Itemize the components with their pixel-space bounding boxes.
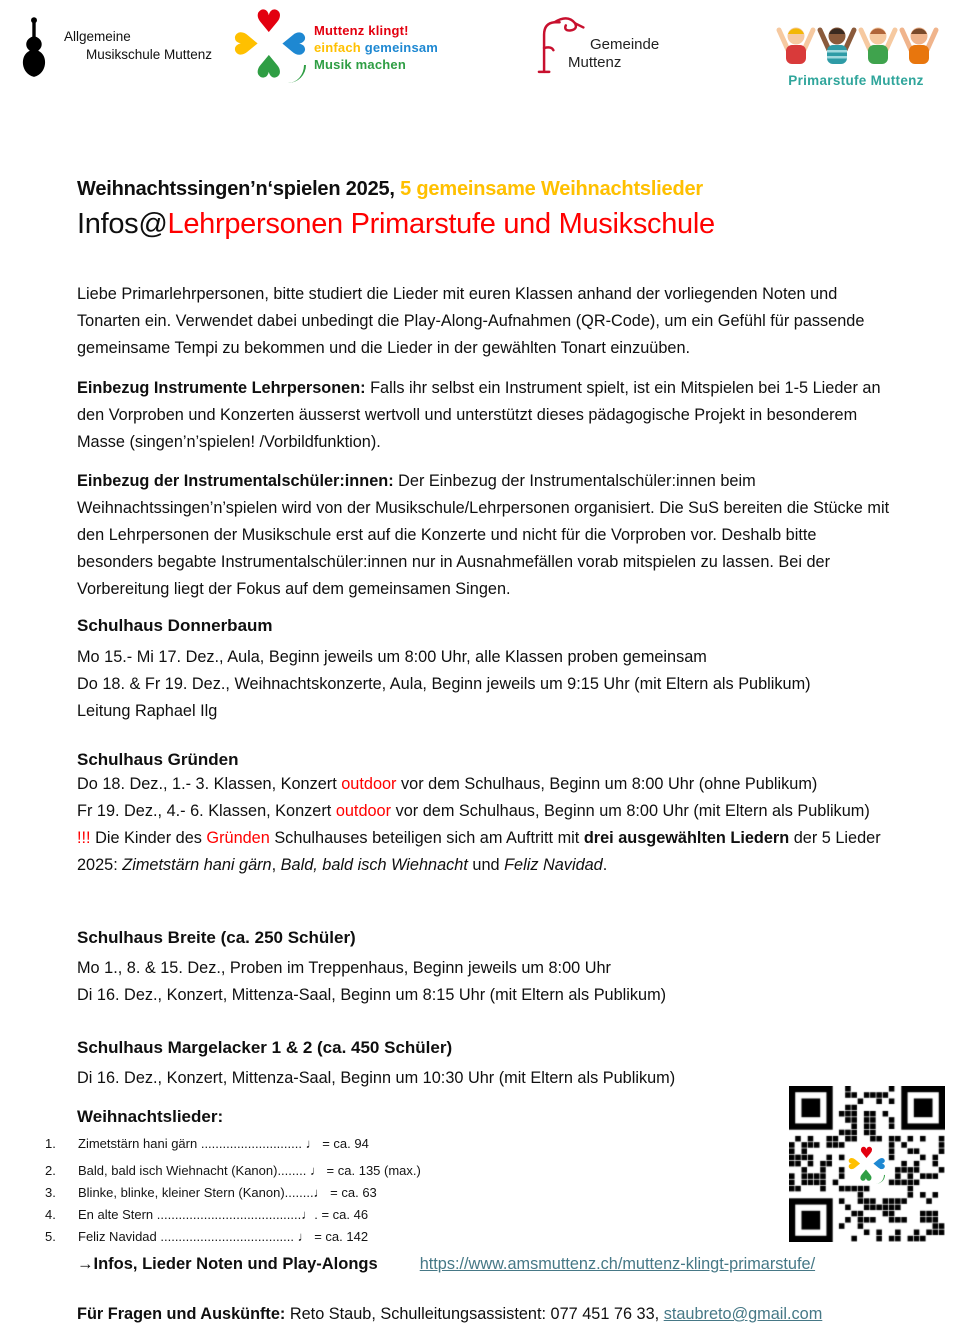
muttenz-klingt-line2: einfach gemeinsam: [314, 40, 439, 55]
infos-url-link[interactable]: https://www.amsmuttenz.ch/muttenz-klingt-primarstufe/: [419, 1255, 816, 1273]
heart-leaf-red-icon: ♥: [859, 1143, 874, 1162]
infos-label: →Infos, Lieder Noten und Play-Alongs: [77, 1255, 378, 1273]
schedule-line: Do 18. & Fr 19. Dez., Weihnachtskonzerte, Aula, Beginn jeweils um 9:15 Uhr (mit Eltern als Publikum): [77, 675, 811, 693]
songs-heading: Weihnachtslieder:: [77, 1107, 224, 1126]
song-row: [45, 1226, 605, 1248]
ams-logo-text: [64, 28, 212, 64]
song-text: En alte Stern ........................................♩. = ca. 46: [78, 1207, 369, 1222]
qr-code: [789, 1086, 945, 1242]
section-lines-donnerbaum: [77, 644, 895, 725]
muttenz-klingt-text: [314, 22, 438, 73]
schedule-line: Di 16. Dez., Konzert, Mittenza-Saal, Beginn um 10:30 Uhr (mit Eltern als Publikum): [77, 1069, 676, 1087]
schedule-line: Do 18. Dez., 1.- 3. Klassen, Konzert outdoor vor dem Schulhaus, Beginn um 8:00 Uhr (ohne Publikum): [77, 775, 818, 793]
document-title-line1: Weihnachtssingen’n‘spielen 2025, 5 gemeinsame Weihnachtslieder: [77, 178, 703, 200]
ams-logo-line1: Allgemeine: [64, 29, 131, 44]
song-number: 5.: [45, 1229, 56, 1244]
song-row: [45, 1182, 605, 1204]
song-text: Blinke, blinke, kleiner Stern (Kanon)........♩ = ca. 63: [78, 1185, 377, 1200]
qr-clover-icon: [846, 1143, 888, 1184]
section-heading-gruenden: Schulhaus Gründen: [77, 750, 239, 769]
children-icon: [771, 14, 941, 66]
heart-leaf-blue-icon: ♥: [274, 29, 311, 58]
heart-leaf-yellow-icon: ♥: [229, 29, 266, 58]
schedule-line: Mo 1., 8. & 15. Dez., Proben im Treppenhaus, Beginn jeweils um 8:00 Uhr: [77, 959, 611, 977]
section-lines-breite: [77, 955, 895, 1009]
muttenz-klingt-logo: [229, 4, 439, 83]
gemeinde-logo-text: [568, 36, 660, 72]
song-row: [45, 1133, 605, 1155]
infos-line: [77, 1255, 815, 1274]
song-row: [45, 1160, 605, 1182]
heart-leaf-green-icon: ♥: [859, 1165, 874, 1184]
cello-icon: [12, 16, 56, 82]
schueler-paragraph: Einbezug der Instrumentalschüler:innen: Der Einbezug der Instrumentalschüler:innen beim Weihnachtssingen’n’spielen wird von der Musikschule/Lehrpersonen organisiert. Die SuS bereiten die Stücke mit den Lehrpersonen der Musikschule erst auf die Konzerte und nicht für die Vorproben vor. Deshalb bitte besonders begabte Instrumentalschüler:innen nur in Ausnahmefällen vorab mitspielen zu lassen. Bei der Vorbereitung liegt der Fokus auf dem gemeinsamen Singen.: [77, 472, 890, 598]
heart-leaf-green-icon: ♥: [254, 46, 283, 83]
section-lines-gruenden: [77, 771, 895, 879]
contact-line: Für Fragen und Auskünfte: Reto Staub, Schulleitungsassistent: 077 451 76 33, staubreto@gmail.com: [77, 1305, 823, 1323]
section-heading-margelacker: Schulhaus Margelacker 1 & 2 (ca. 450 Schüler): [77, 1038, 453, 1057]
schedule-line: Fr 19. Dez., 4.- 6. Klassen, Konzert outdoor vor dem Schulhaus, Beginn um 8:00 Uhr (mit Eltern als Publikum): [77, 802, 870, 820]
schedule-line: Mo 15.- Mi 17. Dez., Aula, Beginn jeweils um 8:00 Uhr, alle Klassen proben gemeinsam: [77, 648, 707, 666]
clover-stem: [288, 65, 306, 83]
song-number: 4.: [45, 1207, 56, 1222]
primarstufe-caption: Primarstufe Muttenz: [788, 73, 924, 88]
document-title-line2: Infos@Lehrpersonen Primarstufe und Musikschule: [77, 208, 715, 240]
song-number: 3.: [45, 1185, 56, 1200]
section-lines-margelacker: [77, 1065, 895, 1092]
muttenz-klingt-line1: Muttenz klingt!: [314, 23, 409, 38]
song-text: Feliz Navidad ..................................... ♩ = ca. 142: [78, 1229, 369, 1244]
intro-paragraph: Liebe Primarlehrpersonen, bitte studiert die Lieder mit euren Klassen anhand der vorliegenden Noten und Tonarten ein. Verwendet dabei unbedingt die Play-Along-Aufnahmen (QR-Code), um ein Gefühl für passende gemeinsame Tempi zu bekommen und die Lieder in der gewählten Tonart einzuüben.: [77, 285, 865, 357]
primarstufe-logo: [770, 14, 942, 88]
gemeinde-muttenz-logo: [528, 14, 659, 76]
heart-leaf-blue-icon: ♥: [869, 1156, 888, 1171]
ams-logo-line2: Musikschule Muttenz: [86, 47, 213, 62]
song-row: [45, 1204, 605, 1226]
arrow-right-icon: →: [77, 1255, 94, 1273]
song-text: Zimetstärn hani gärn ............................ ♩ = ca. 94: [78, 1136, 369, 1151]
muttenz-klingt-line3: Musik machen: [314, 57, 406, 72]
section-heading-breite: Schulhaus Breite (ca. 250 Schüler): [77, 928, 356, 947]
email-link[interactable]: staubreto@gmail.com: [663, 1305, 823, 1323]
ams-logo: [12, 16, 212, 82]
song-list: [45, 1133, 605, 1248]
song-number: 2.: [45, 1163, 56, 1178]
gemeinde-line2: Muttenz: [568, 54, 622, 71]
heart-leaf-yellow-icon: ♥: [846, 1156, 865, 1171]
gemeinde-line1: Gemeinde: [590, 36, 660, 53]
schedule-line: !!! Die Kinder des Gründen Schulhauses beteiligen sich am Auftritt mit drei ausgewählten Liedern der 5 Lieder 2025: Zimetstärn hani gärn, Bald, bald isch Wiehnacht und Feliz Navidad.: [77, 829, 881, 874]
section-heading-donnerbaum: Schulhaus Donnerbaum: [77, 616, 273, 635]
song-text: Bald, bald isch Wiehnacht (Kanon)........ ♩ = ca. 135 (max.): [78, 1163, 421, 1178]
instrumente-paragraph: Einbezug Instrumente Lehrpersonen: Falls ihr selbst ein Instrument spielt, ist ein Mitspielen bei 1-5 Lieder an den Vorproben und Konzerten äusserst wertvoll und unterstützt dieses pädagogische Projekt in besonderem Masse (singen’n’spielen! /Vorbildfunktion).: [77, 379, 881, 451]
song-number: 1.: [45, 1136, 56, 1151]
heart-leaf-red-icon: ♥: [254, 4, 283, 41]
schedule-line: Leitung Raphael Ilg: [77, 702, 218, 720]
clover-icon: [229, 4, 311, 83]
schedule-line: Di 16. Dez., Konzert, Mittenza-Saal, Beginn um 8:15 Uhr (mit Eltern als Publikum): [77, 986, 667, 1004]
